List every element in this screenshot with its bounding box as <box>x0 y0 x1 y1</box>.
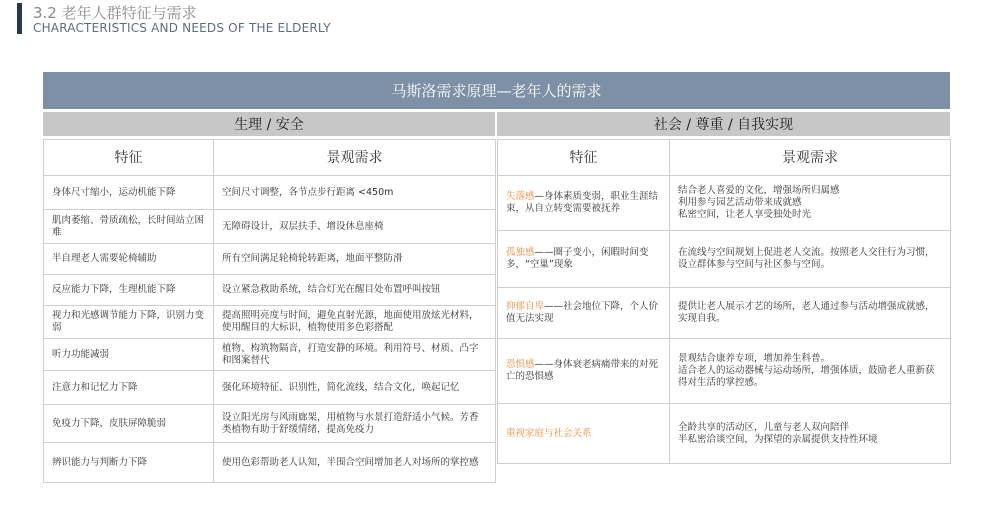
feature-cell <box>498 339 670 404</box>
feature-cell <box>498 231 670 288</box>
table-row <box>44 176 496 210</box>
need-cell: 全龄共享的活动区，儿童与老人双向陪伴 半私密洽谈空间，为探望的亲属提供支持性环境 <box>670 404 951 464</box>
table-row <box>498 404 951 464</box>
col-header-landscape-need: 景观需求 <box>670 140 951 176</box>
table-row <box>44 443 496 483</box>
feature-cell: 视力和光感调节能力下降，识别力变弱 <box>44 306 214 339</box>
feature-cell: 免疫力下降，皮肤屏障脆弱 <box>44 405 214 443</box>
feature-keyword: 重视家庭与社会关系 <box>506 427 592 439</box>
feature-keyword: 孤独感 <box>506 247 535 258</box>
feature-cell <box>498 288 670 339</box>
col-header-feature: 特征 <box>498 140 670 176</box>
need-cell: 设立阳光房与风雨廊架，用植物与水景打造舒适小气候。芳香类植物有助于舒缓情绪，提高免疫力 <box>214 405 496 443</box>
feature-keyword: 恐惧感 <box>506 359 535 370</box>
need-cell: 提供让老人展示才艺的场所，老人通过参与活动增强成就感，实现自我。 <box>670 288 951 339</box>
table-row <box>44 405 496 443</box>
header-accent-bar <box>17 3 22 34</box>
need-cell: 强化环境特征、识别性，简化流线，结合文化，唤起记忆 <box>214 371 496 405</box>
feature-description: ——社会地位下降，个人价值无法实现 <box>506 301 659 324</box>
feature-cell: 半自理老人需要轮椅辅助 <box>44 244 214 275</box>
need-cell: 提高照明亮度与时间，避免直射光源，地面使用放炫光材料，使用醒目的大标识，植物使用多色彩搭配 <box>214 306 496 339</box>
feature-cell: 听力功能减弱 <box>44 339 214 371</box>
need-cell: 无障碍设计，双层扶手、增设休息座椅 <box>214 210 496 244</box>
table-row <box>44 275 496 306</box>
col-header-landscape-need: 景观需求 <box>214 140 496 176</box>
table-row <box>498 288 951 339</box>
table-row <box>44 306 496 339</box>
feature-cell <box>498 404 670 464</box>
need-cell: 植物、构筑物隔音，打造安静的环境。利用符号、材质、凸字和图案替代 <box>214 339 496 371</box>
need-cell: 使用色彩帮助老人认知，半围合空间增加老人对场所的掌控感 <box>214 443 496 483</box>
need-cell: 结合老人喜爱的文化，增强场所归属感 利用参与园艺活动带来成就感 私密空间，让老人享受独处时光 <box>670 176 951 231</box>
col-header-feature: 特征 <box>44 140 214 176</box>
page-title: 3.2 老年人群特征与需求 <box>33 4 197 22</box>
feature-cell: 辨识能力与判断力下降 <box>44 443 214 483</box>
table-row <box>44 339 496 371</box>
feature-description: ——圈子变小，闲暇时间变多，“空巢”现象 <box>506 247 649 270</box>
need-cell: 设立紧急救助系统，结合灯光在醒目处布置呼叫按钮 <box>214 275 496 306</box>
table-row <box>498 176 951 231</box>
table-row <box>498 339 951 404</box>
feature-cell: 身体尺寸缩小，运动机能下降 <box>44 176 214 210</box>
feature-cell: 肌肉萎缩、骨质疏松，长时间站立困难 <box>44 210 214 244</box>
table-row <box>498 231 951 288</box>
feature-description: ——身体衰老病痛带来的对死亡的恐惧感 <box>506 359 659 382</box>
feature-cell: 反应能力下降，生理机能下降 <box>44 275 214 306</box>
feature-description: —身体素质变弱，职业生涯结束，从自立转变需要被抚养 <box>506 191 659 214</box>
need-cell: 在流线与空间规划上促进老人交流。按照老人交往行为习惯，设立群体参与空间与社区参与空间。 <box>670 231 951 288</box>
table-row <box>44 210 496 244</box>
need-cell: 空间尺寸调整，各节点步行距离 <450m <box>214 176 496 210</box>
page-subtitle: CHARACTERISTICS AND NEEDS OF THE ELDERLY <box>33 21 331 35</box>
need-cell: 景观结合康养专项，增加养生科普。 适合老人的运动器械与运动场所，增强体质，鼓励老人重新获得对生活的掌控感。 <box>670 339 951 404</box>
physiological-needs-table <box>43 139 496 483</box>
feature-keyword: 失落感 <box>506 191 535 202</box>
need-cell: 所有空间满足轮椅轮转距离，地面平整防滑 <box>214 244 496 275</box>
maslow-banner: 马斯洛需求原理—老年人的需求 <box>43 72 950 109</box>
feature-keyword: 抑郁自卑 <box>506 301 545 312</box>
social-needs-table <box>497 139 951 464</box>
section-physiological-safety: 生理 / 安全 <box>43 112 495 136</box>
table-row <box>44 244 496 275</box>
feature-cell: 注意力和记忆力下降 <box>44 371 214 405</box>
table-row <box>44 371 496 405</box>
feature-cell <box>498 176 670 231</box>
section-social-esteem-self: 社会 / 尊重 / 自我实现 <box>497 112 950 136</box>
